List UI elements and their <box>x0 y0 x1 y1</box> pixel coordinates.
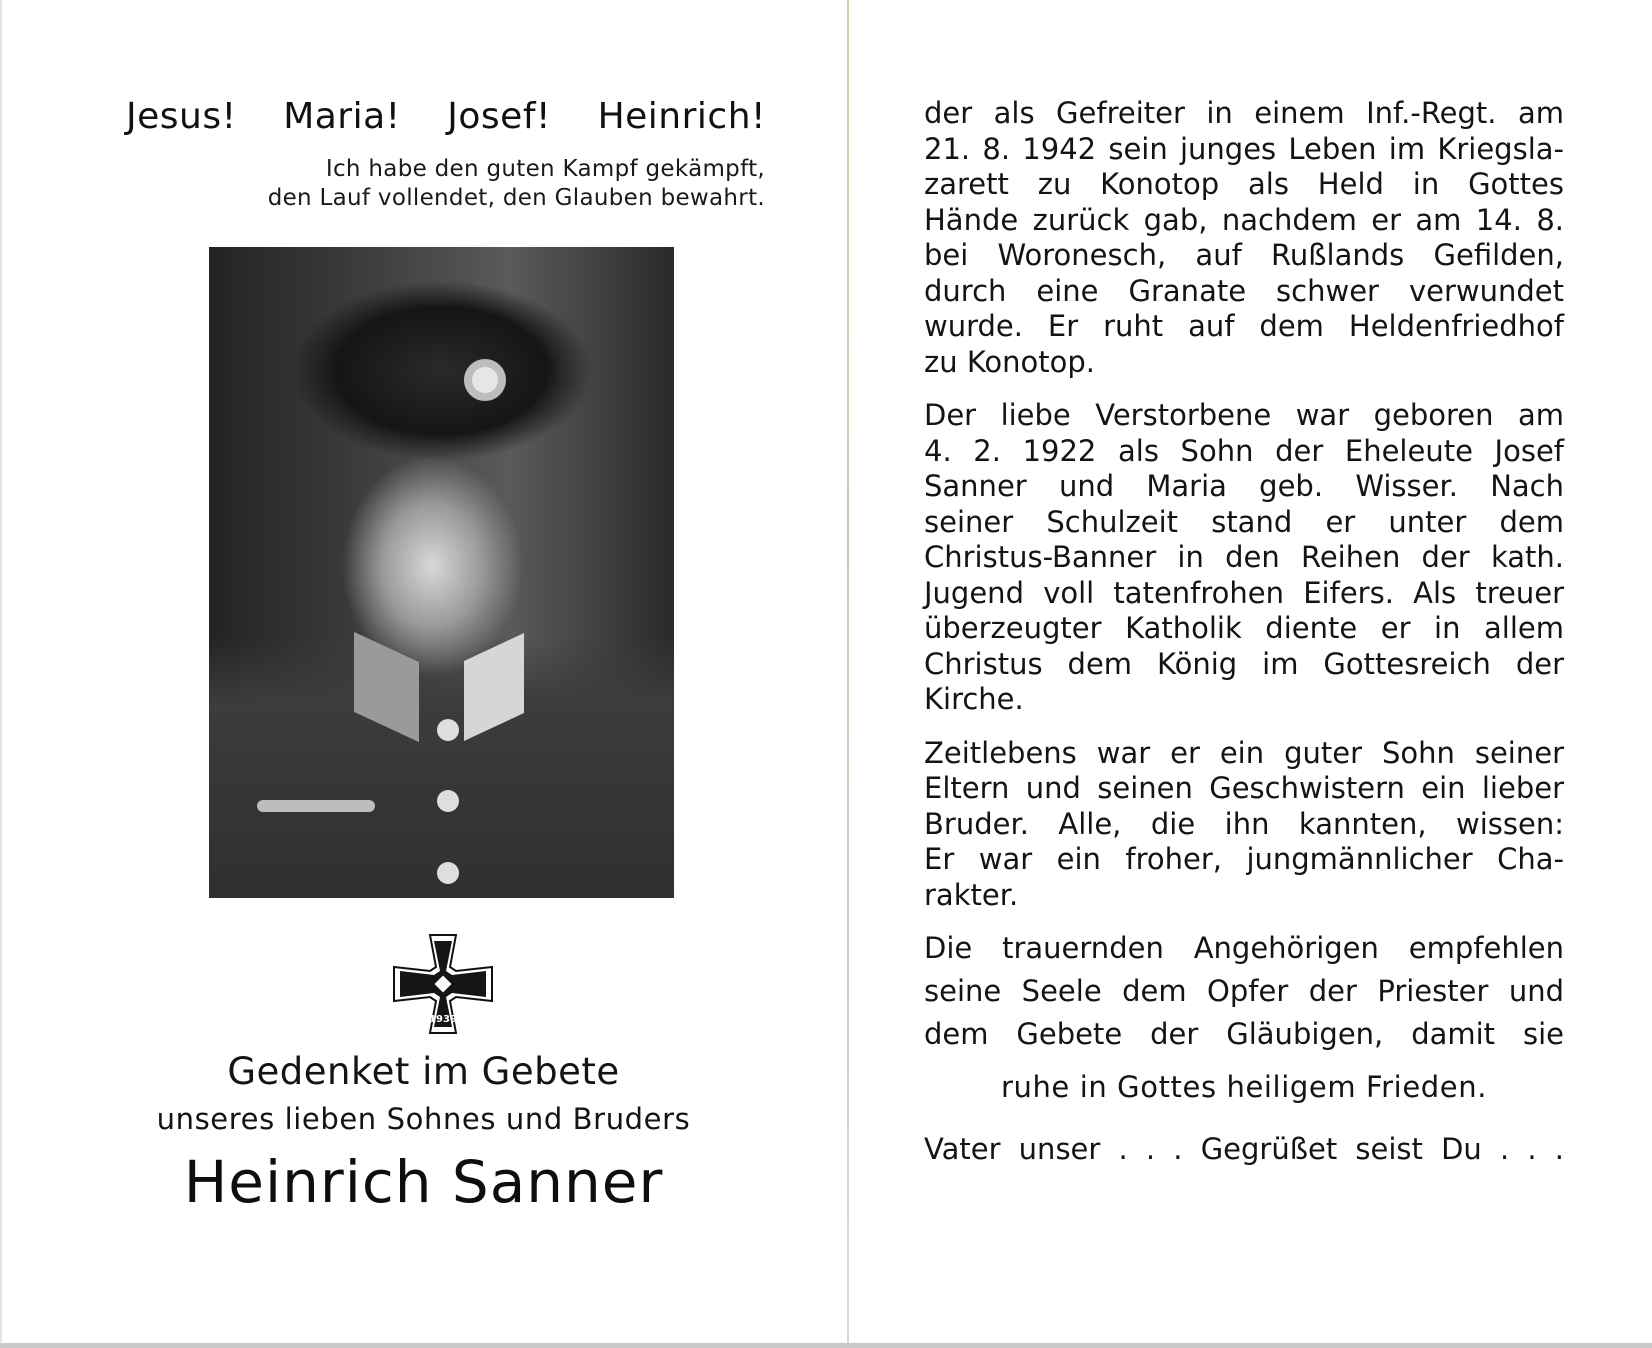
verse-line: den Lauf vollendet, den Glauben bewahrt. <box>267 185 765 211</box>
text-line: Eltern und seinen Geschwistern ein lieber <box>924 771 1564 805</box>
text-line: Kirche. <box>924 682 1024 716</box>
cap-badge <box>464 359 506 401</box>
text-line: bei Woronesch, auf Rußlands Gefilden, <box>924 238 1564 272</box>
uniform-button <box>437 719 459 741</box>
text-line: Sanner und Maria geb. Wisser. Nach <box>924 469 1564 503</box>
prayer-request-paragraph <box>924 931 1564 1060</box>
text-line: Der liebe Verstorbene war geboren am <box>924 398 1564 432</box>
text-line: dem Gebete der Gläubigen, damit sie <box>924 1017 1564 1051</box>
biography-paragraph <box>924 96 1564 380</box>
text-line: Bruder. Alle, die ihn kannten, wissen: <box>924 806 1564 841</box>
text-line: wurde. Er ruht auf dem Heldenfriedhof <box>924 309 1564 343</box>
text-line: der als Gefreiter in einem Inf.-Regt. am <box>924 96 1564 130</box>
iron-cross-graphic <box>392 933 494 1035</box>
text-line: Zeitlebens war er ein guter Sohn seiner <box>924 735 1564 770</box>
center-fold <box>847 0 849 1343</box>
right-panel <box>924 96 1564 1167</box>
invocation <box>126 96 766 137</box>
text-line: überzeugter Katholik diente er in allem <box>924 611 1564 645</box>
memorial-subheading: unseres lieben Sohnes und Bruders <box>156 1102 691 1136</box>
text-line: seiner Schulzeit stand er unter dem <box>924 504 1564 539</box>
iron-cross-icon <box>392 933 494 1035</box>
text-line: zarett zu Konotop als Held in Gottes <box>924 167 1564 201</box>
text-line: Hände zurück gab, nachdem er am 14. 8. <box>924 202 1564 237</box>
invocation-word: Heinrich! <box>597 96 766 137</box>
collar-tab <box>354 632 419 742</box>
breast-insignia <box>257 800 375 812</box>
deceased-name: Heinrich Sanner <box>183 1148 664 1216</box>
portrait-photo <box>209 247 674 898</box>
text-line: zu Konotop. <box>924 344 1095 379</box>
collar-tab <box>464 633 524 741</box>
invocation-word: Josef! <box>447 96 551 137</box>
text-line: Christus-Banner in den Reihen der kath. <box>924 540 1564 574</box>
closing-line: ruhe in Gottes heiligem Frieden. <box>1000 1070 1488 1104</box>
biography-paragraph <box>924 398 1564 718</box>
text-line: seine Seele dem Opfer der Priester und <box>924 974 1564 1008</box>
invocation-word: Jesus! <box>126 96 237 137</box>
uniform-button <box>437 862 459 884</box>
text-line: Er war ein froher, jungmännlicher Cha- <box>924 842 1564 876</box>
character-paragraph <box>924 736 1564 914</box>
uniform-button <box>437 790 459 812</box>
text-line: 4. 2. 1922 als Sohn der Eheleute Josef <box>924 433 1564 468</box>
text-line: Christus dem König im Gottesreich der <box>924 646 1564 681</box>
memorial-heading: Gedenket im Gebete <box>227 1050 620 1093</box>
text-line: durch eine Granate schwer verwundet <box>924 273 1564 308</box>
prayer-line: Vater unser . . . Gegrüßet seist Du . . . <box>924 1131 1564 1166</box>
text-line: rakter. <box>924 877 1019 912</box>
bible-verse <box>205 155 765 213</box>
emblem-year: 1939 <box>429 1014 457 1025</box>
text-line: 21. 8. 1942 sein junges Leben im Kriegsla- <box>924 131 1564 166</box>
verse-line: Ich habe den guten Kampf gekämpft, <box>325 156 765 182</box>
text-line: Die trauernden Angehörigen empfehlen <box>924 931 1564 965</box>
invocation-word: Maria! <box>283 96 401 137</box>
text-line: Jugend voll tatenfrohen Eifers. Als treuer <box>924 575 1564 610</box>
